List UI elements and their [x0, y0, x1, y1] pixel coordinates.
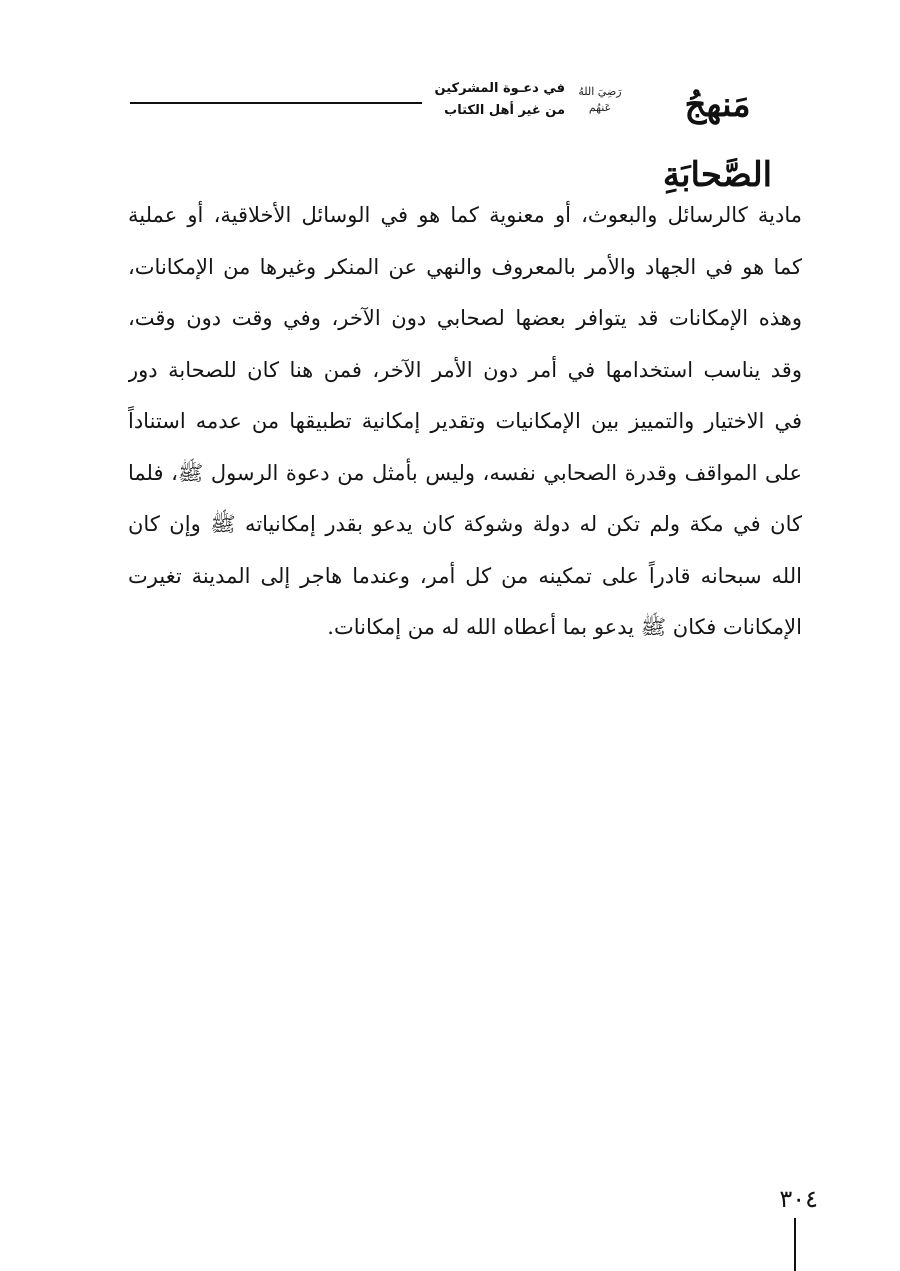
text-line: كما هو في الجهاد والأمر بالمعروف والنهي عن المنكر وغيرها من الإمكانات،: [128, 254, 802, 279]
text-line: الله سبحانه قادراً على تمكينه من كل أمر، وعندما هاجر إلى المدينة تغيرت: [128, 563, 802, 588]
body-paragraph: [128, 190, 802, 654]
text-line: الإمكانات فكان ﷺ يدعو بما أعطاه الله له من إمكانات.: [327, 615, 802, 639]
book-subtitle: [425, 78, 565, 122]
page-number-rule: [794, 1218, 796, 1271]
header-rule: [130, 102, 422, 104]
subtitle-line-1: في دعـوة المشركين: [434, 81, 565, 96]
text-line: مادية كالرسائل والبعوث، أو معنوية كما هو في الوسائل الأخلاقية، أو عملية: [128, 203, 802, 227]
book-title-logo: مَنهجُ الصَّحابَةِ: [662, 85, 773, 195]
page-number: ٣٠٤: [779, 1185, 818, 1213]
text-line: في الاختيار والتمييز بين الإمكانيات وتقدير إمكانية تطبيقها من عدمه استناداً: [128, 409, 802, 433]
text-line: وقد يناسب استخدامها في أمر دون الأمر الآخر، فمن هنا كان للصحابة دور: [128, 357, 802, 382]
text-line: على المواقف وقدرة الصحابي نفسه، وليس بأمثل من دعوة الرسول ﷺ، فلما: [128, 460, 802, 485]
honorific-calligraphy: رَضِيَ اللهُ عَنهُم: [578, 85, 622, 114]
page-header: [130, 70, 800, 195]
subtitle-line-2: من غير أهل الكتاب: [444, 103, 565, 118]
text-line: كان في مكة ولم تكن له دولة وشوكة كان يدعو بقدر إمكانياته ﷺ وإن كان: [128, 512, 802, 536]
text-line: وهذه الإمكانات قد يتوافر بعضها لصحابي دون الآخر، وفي وقت دون وقت،: [128, 306, 802, 330]
